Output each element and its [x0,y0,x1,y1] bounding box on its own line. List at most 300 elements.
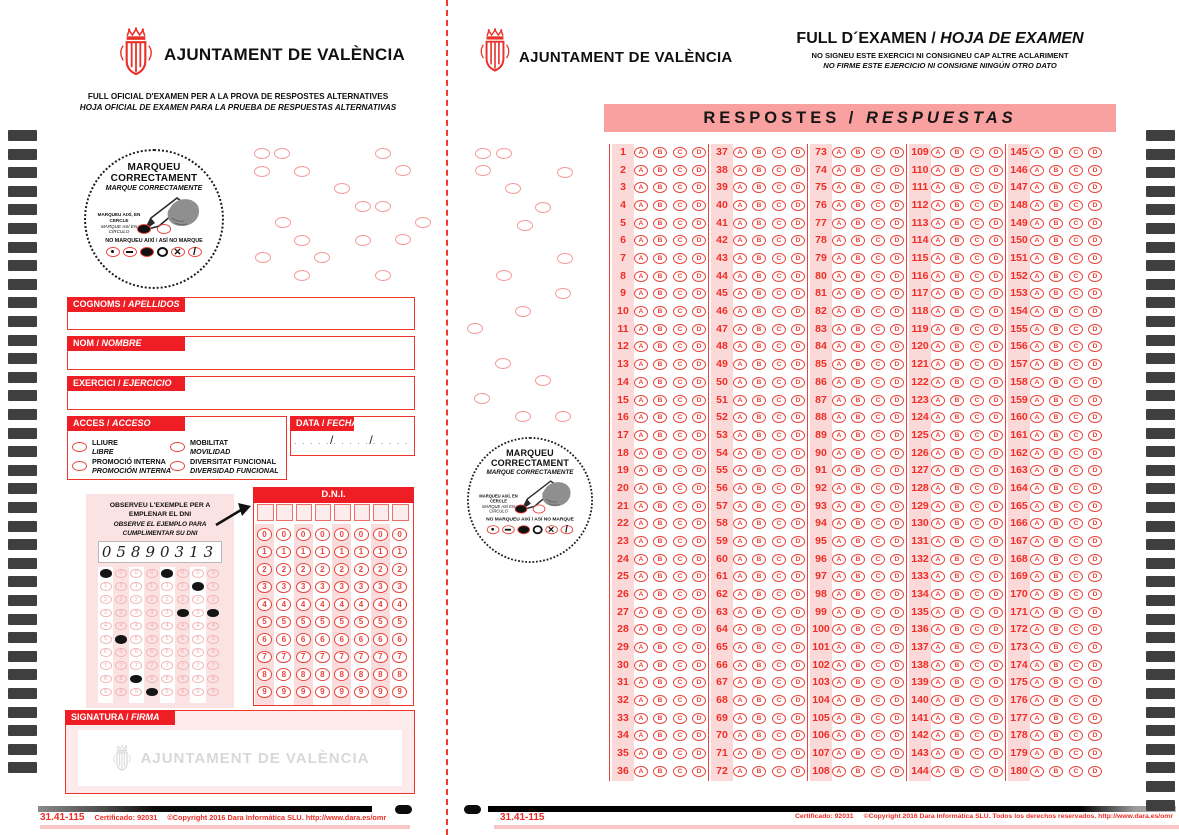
answer-bubble-157-C[interactable]: C [1069,359,1083,370]
answer-bubble-104-D[interactable]: D [890,695,904,706]
answer-bubble-51-A[interactable]: A [733,395,747,406]
dni-bubble-col2-digit0[interactable]: 0 [296,528,311,541]
answer-bubble-111-A[interactable]: A [931,182,945,193]
answer-bubble-130-A[interactable]: A [931,518,945,529]
answer-bubble-81-C[interactable]: C [871,288,885,299]
dni-bubble-col4-digit0[interactable]: 0 [334,528,349,541]
answer-bubble-83-A[interactable]: A [832,324,846,335]
answer-bubble-64-A[interactable]: A [733,624,747,635]
answer-bubble-69-A[interactable]: A [733,713,747,724]
dni-bubble-col4-digit4[interactable]: 4 [334,598,349,611]
answer-bubble-160-C[interactable]: C [1069,412,1083,423]
answer-bubble-155-C[interactable]: C [1069,324,1083,335]
answer-bubble-98-C[interactable]: C [871,589,885,600]
answer-bubble-129-C[interactable]: C [970,501,984,512]
answer-bubble-101-C[interactable]: C [871,642,885,653]
answer-bubble-63-D[interactable]: D [791,607,805,618]
answer-bubble-123-D[interactable]: D [989,395,1003,406]
answer-bubble-38-A[interactable]: A [733,165,747,176]
answer-bubble-99-B[interactable]: B [851,607,865,618]
answer-bubble-3-D[interactable]: D [692,182,706,193]
answer-bubble-85-C[interactable]: C [871,359,885,370]
answer-bubble-80-C[interactable]: C [871,271,885,282]
answer-bubble-100-B[interactable]: B [851,624,865,635]
answer-bubble-163-A[interactable]: A [1030,465,1044,476]
answer-bubble-124-C[interactable]: C [970,412,984,423]
answer-bubble-140-B[interactable]: B [950,695,964,706]
answer-bubble-117-C[interactable]: C [970,288,984,299]
answer-bubble-116-D[interactable]: D [989,271,1003,282]
answer-bubble-154-A[interactable]: A [1030,306,1044,317]
answer-bubble-8-D[interactable]: D [692,271,706,282]
answer-bubble-134-B[interactable]: B [950,589,964,600]
dni-bubble-col5-digit4[interactable]: 4 [354,598,369,611]
answer-bubble-64-B[interactable]: B [752,624,766,635]
answer-bubble-130-C[interactable]: C [970,518,984,529]
answer-bubble-37-A[interactable]: A [733,147,747,158]
answer-bubble-135-D[interactable]: D [989,607,1003,618]
answer-bubble-75-B[interactable]: B [851,182,865,193]
answer-bubble-4-C[interactable]: C [673,200,687,211]
answer-bubble-93-C[interactable]: C [871,501,885,512]
answer-bubble-85-D[interactable]: D [890,359,904,370]
answer-bubble-167-B[interactable]: B [1049,536,1063,547]
answer-bubble-176-D[interactable]: D [1088,695,1102,706]
answer-bubble-55-D[interactable]: D [791,465,805,476]
answer-bubble-164-B[interactable]: B [1049,483,1063,494]
answer-bubble-9-B[interactable]: B [653,288,667,299]
answer-bubble-76-D[interactable]: D [890,200,904,211]
answer-bubble-23-D[interactable]: D [692,536,706,547]
answer-bubble-76-A[interactable]: A [832,200,846,211]
answer-bubble-2-A[interactable]: A [634,165,648,176]
answer-bubble-71-C[interactable]: C [772,748,786,759]
dni-bubble-col6-digit6[interactable]: 6 [373,633,388,646]
answer-bubble-41-A[interactable]: A [733,218,747,229]
answer-bubble-21-A[interactable]: A [634,501,648,512]
dni-write-cell-0[interactable] [257,504,274,521]
answer-bubble-118-C[interactable]: C [970,306,984,317]
answer-bubble-128-D[interactable]: D [989,483,1003,494]
answer-bubble-158-B[interactable]: B [1049,377,1063,388]
answer-bubble-115-A[interactable]: A [931,253,945,264]
answer-bubble-79-C[interactable]: C [871,253,885,264]
dni-bubble-col4-digit5[interactable]: 5 [334,616,349,629]
answer-bubble-44-B[interactable]: B [752,271,766,282]
answer-bubble-151-C[interactable]: C [1069,253,1083,264]
answer-bubble-43-B[interactable]: B [752,253,766,264]
answer-bubble-138-A[interactable]: A [931,660,945,671]
answer-bubble-95-A[interactable]: A [832,536,846,547]
answer-bubble-92-C[interactable]: C [871,483,885,494]
answer-bubble-132-A[interactable]: A [931,554,945,565]
answer-bubble-15-C[interactable]: C [673,395,687,406]
answer-bubble-172-C[interactable]: C [1069,624,1083,635]
answer-bubble-133-D[interactable]: D [989,571,1003,582]
answer-bubble-84-C[interactable]: C [871,341,885,352]
answer-bubble-131-C[interactable]: C [970,536,984,547]
answer-bubble-150-B[interactable]: B [1049,235,1063,246]
answer-bubble-69-B[interactable]: B [752,713,766,724]
answer-bubble-33-C[interactable]: C [673,713,687,724]
dni-bubble-col3-digit0[interactable]: 0 [315,528,330,541]
answer-bubble-21-C[interactable]: C [673,501,687,512]
answer-bubble-18-A[interactable]: A [634,448,648,459]
answer-bubble-115-D[interactable]: D [989,253,1003,264]
answer-bubble-170-C[interactable]: C [1069,589,1083,600]
answer-bubble-136-D[interactable]: D [989,624,1003,635]
answer-bubble-44-C[interactable]: C [772,271,786,282]
answer-bubble-129-D[interactable]: D [989,501,1003,512]
answer-bubble-162-D[interactable]: D [1088,448,1102,459]
answer-bubble-4-A[interactable]: A [634,200,648,211]
answer-bubble-67-C[interactable]: C [772,677,786,688]
answer-bubble-153-C[interactable]: C [1069,288,1083,299]
dni-write-cell-5[interactable] [354,504,371,521]
answer-bubble-81-D[interactable]: D [890,288,904,299]
answer-bubble-165-D[interactable]: D [1088,501,1102,512]
answer-bubble-53-A[interactable]: A [733,430,747,441]
answer-bubble-34-C[interactable]: C [673,730,687,741]
dni-bubble-col2-digit9[interactable]: 9 [296,686,311,699]
dni-bubble-col3-digit7[interactable]: 7 [315,651,330,664]
answer-bubble-6-B[interactable]: B [653,235,667,246]
answer-bubble-66-B[interactable]: B [752,660,766,671]
answer-bubble-143-C[interactable]: C [970,748,984,759]
answer-bubble-169-A[interactable]: A [1030,571,1044,582]
dni-bubble-col2-digit1[interactable]: 1 [296,546,311,559]
answer-bubble-101-D[interactable]: D [890,642,904,653]
answer-bubble-63-C[interactable]: C [772,607,786,618]
answer-bubble-166-D[interactable]: D [1088,518,1102,529]
answer-bubble-40-A[interactable]: A [733,200,747,211]
answer-bubble-106-A[interactable]: A [832,730,846,741]
answer-bubble-42-D[interactable]: D [791,235,805,246]
answer-bubble-97-D[interactable]: D [890,571,904,582]
answer-bubble-117-A[interactable]: A [931,288,945,299]
dni-bubble-col2-digit5[interactable]: 5 [296,616,311,629]
answer-bubble-176-C[interactable]: C [1069,695,1083,706]
answer-bubble-146-C[interactable]: C [1069,165,1083,176]
answer-bubble-60-B[interactable]: B [752,554,766,565]
answer-bubble-49-B[interactable]: B [752,359,766,370]
answer-bubble-180-D[interactable]: D [1088,766,1102,777]
answer-bubble-129-A[interactable]: A [931,501,945,512]
answer-bubble-123-B[interactable]: B [950,395,964,406]
answer-bubble-1-D[interactable]: D [692,147,706,158]
answer-bubble-48-C[interactable]: C [772,341,786,352]
answer-bubble-15-B[interactable]: B [653,395,667,406]
answer-bubble-146-D[interactable]: D [1088,165,1102,176]
answer-bubble-122-D[interactable]: D [989,377,1003,388]
answer-bubble-79-A[interactable]: A [832,253,846,264]
answer-bubble-160-B[interactable]: B [1049,412,1063,423]
answer-bubble-83-B[interactable]: B [851,324,865,335]
answer-bubble-112-B[interactable]: B [950,200,964,211]
dni-bubble-col6-digit4[interactable]: 4 [373,598,388,611]
answer-bubble-158-C[interactable]: C [1069,377,1083,388]
dni-bubble-col0-digit7[interactable]: 7 [257,651,272,664]
answer-bubble-127-D[interactable]: D [989,465,1003,476]
answer-bubble-97-C[interactable]: C [871,571,885,582]
answer-bubble-170-B[interactable]: B [1049,589,1063,600]
answer-bubble-29-B[interactable]: B [653,642,667,653]
answer-bubble-150-A[interactable]: A [1030,235,1044,246]
answer-bubble-12-D[interactable]: D [692,341,706,352]
answer-bubble-104-B[interactable]: B [851,695,865,706]
answer-bubble-114-B[interactable]: B [950,235,964,246]
dni-bubble-col1-digit3[interactable]: 3 [276,581,291,594]
answer-bubble-78-A[interactable]: A [832,235,846,246]
answer-bubble-80-D[interactable]: D [890,271,904,282]
answer-bubble-153-D[interactable]: D [1088,288,1102,299]
answer-bubble-126-A[interactable]: A [931,448,945,459]
answer-bubble-12-A[interactable]: A [634,341,648,352]
answer-bubble-120-B[interactable]: B [950,341,964,352]
answer-bubble-158-D[interactable]: D [1088,377,1102,388]
answer-bubble-29-A[interactable]: A [634,642,648,653]
answer-bubble-106-C[interactable]: C [871,730,885,741]
answer-bubble-56-B[interactable]: B [752,483,766,494]
answer-bubble-167-D[interactable]: D [1088,536,1102,547]
answer-bubble-113-C[interactable]: C [970,218,984,229]
answer-bubble-98-D[interactable]: D [890,589,904,600]
answer-bubble-7-D[interactable]: D [692,253,706,264]
answer-bubble-107-A[interactable]: A [832,748,846,759]
answer-bubble-33-A[interactable]: A [634,713,648,724]
answer-bubble-56-D[interactable]: D [791,483,805,494]
answer-bubble-155-B[interactable]: B [1049,324,1063,335]
answer-bubble-69-C[interactable]: C [772,713,786,724]
answer-bubble-139-D[interactable]: D [989,677,1003,688]
answer-bubble-64-D[interactable]: D [791,624,805,635]
answer-bubble-123-C[interactable]: C [970,395,984,406]
answer-bubble-120-D[interactable]: D [989,341,1003,352]
answer-bubble-61-B[interactable]: B [752,571,766,582]
answer-bubble-23-C[interactable]: C [673,536,687,547]
answer-bubble-147-D[interactable]: D [1088,182,1102,193]
answer-bubble-146-A[interactable]: A [1030,165,1044,176]
answer-bubble-152-B[interactable]: B [1049,271,1063,282]
answer-bubble-20-D[interactable]: D [692,483,706,494]
answer-bubble-127-A[interactable]: A [931,465,945,476]
answer-bubble-165-B[interactable]: B [1049,501,1063,512]
answer-bubble-62-D[interactable]: D [791,589,805,600]
dni-bubble-col0-digit0[interactable]: 0 [257,528,272,541]
answer-bubble-73-C[interactable]: C [871,147,885,158]
dni-bubble-col5-digit7[interactable]: 7 [354,651,369,664]
answer-bubble-17-D[interactable]: D [692,430,706,441]
answer-bubble-39-A[interactable]: A [733,182,747,193]
answer-bubble-150-C[interactable]: C [1069,235,1083,246]
answer-bubble-140-A[interactable]: A [931,695,945,706]
answer-bubble-157-A[interactable]: A [1030,359,1044,370]
answer-bubble-83-D[interactable]: D [890,324,904,335]
answer-bubble-4-B[interactable]: B [653,200,667,211]
answer-bubble-135-A[interactable]: A [931,607,945,618]
answer-bubble-152-D[interactable]: D [1088,271,1102,282]
answer-bubble-93-A[interactable]: A [832,501,846,512]
answer-bubble-25-D[interactable]: D [692,571,706,582]
answer-bubble-174-A[interactable]: A [1030,660,1044,671]
dni-bubble-col2-digit2[interactable]: 2 [296,563,311,576]
answer-bubble-92-A[interactable]: A [832,483,846,494]
answer-bubble-139-B[interactable]: B [950,677,964,688]
dni-bubble-col0-digit6[interactable]: 6 [257,633,272,646]
answer-bubble-20-C[interactable]: C [673,483,687,494]
answer-bubble-86-C[interactable]: C [871,377,885,388]
answer-bubble-106-B[interactable]: B [851,730,865,741]
answer-bubble-26-D[interactable]: D [692,589,706,600]
answer-bubble-160-D[interactable]: D [1088,412,1102,423]
answer-bubble-27-A[interactable]: A [634,607,648,618]
answer-bubble-89-B[interactable]: B [851,430,865,441]
answer-bubble-142-D[interactable]: D [989,730,1003,741]
dni-write-cell-1[interactable] [276,504,293,521]
answer-bubble-59-D[interactable]: D [791,536,805,547]
answer-bubble-80-A[interactable]: A [832,271,846,282]
answer-bubble-103-C[interactable]: C [871,677,885,688]
answer-bubble-100-D[interactable]: D [890,624,904,635]
answer-bubble-32-C[interactable]: C [673,695,687,706]
answer-bubble-35-B[interactable]: B [653,748,667,759]
answer-bubble-67-D[interactable]: D [791,677,805,688]
answer-bubble-74-B[interactable]: B [851,165,865,176]
answer-bubble-159-B[interactable]: B [1049,395,1063,406]
dni-bubble-col6-digit7[interactable]: 7 [373,651,388,664]
answer-bubble-118-B[interactable]: B [950,306,964,317]
answer-bubble-143-B[interactable]: B [950,748,964,759]
answer-bubble-113-B[interactable]: B [950,218,964,229]
answer-bubble-107-C[interactable]: C [871,748,885,759]
answer-bubble-100-C[interactable]: C [871,624,885,635]
answer-bubble-155-D[interactable]: D [1088,324,1102,335]
answer-bubble-126-C[interactable]: C [970,448,984,459]
answer-bubble-56-A[interactable]: A [733,483,747,494]
answer-bubble-27-D[interactable]: D [692,607,706,618]
answer-bubble-17-A[interactable]: A [634,430,648,441]
answer-bubble-87-C[interactable]: C [871,395,885,406]
answer-bubble-28-D[interactable]: D [692,624,706,635]
answer-bubble-14-D[interactable]: D [692,377,706,388]
answer-bubble-66-A[interactable]: A [733,660,747,671]
answer-bubble-21-B[interactable]: B [653,501,667,512]
answer-bubble-122-C[interactable]: C [970,377,984,388]
answer-bubble-13-A[interactable]: A [634,359,648,370]
answer-bubble-65-C[interactable]: C [772,642,786,653]
answer-bubble-73-D[interactable]: D [890,147,904,158]
answer-bubble-103-D[interactable]: D [890,677,904,688]
answer-bubble-179-B[interactable]: B [1049,748,1063,759]
answer-bubble-122-A[interactable]: A [931,377,945,388]
answer-bubble-120-C[interactable]: C [970,341,984,352]
answer-bubble-145-B[interactable]: B [1049,147,1063,158]
answer-bubble-108-C[interactable]: C [871,766,885,777]
dni-bubble-col3-digit4[interactable]: 4 [315,598,330,611]
dni-bubble-col1-digit0[interactable]: 0 [276,528,291,541]
answer-bubble-124-B[interactable]: B [950,412,964,423]
answer-bubble-179-A[interactable]: A [1030,748,1044,759]
answer-bubble-112-D[interactable]: D [989,200,1003,211]
answer-bubble-156-A[interactable]: A [1030,341,1044,352]
answer-bubble-36-D[interactable]: D [692,766,706,777]
answer-bubble-57-A[interactable]: A [733,501,747,512]
answer-bubble-90-C[interactable]: C [871,448,885,459]
answer-bubble-109-B[interactable]: B [950,147,964,158]
answer-bubble-6-C[interactable]: C [673,235,687,246]
answer-bubble-136-C[interactable]: C [970,624,984,635]
answer-bubble-149-A[interactable]: A [1030,218,1044,229]
answer-bubble-113-D[interactable]: D [989,218,1003,229]
answer-bubble-87-B[interactable]: B [851,395,865,406]
answer-bubble-177-A[interactable]: A [1030,713,1044,724]
answer-bubble-171-C[interactable]: C [1069,607,1083,618]
answer-bubble-46-D[interactable]: D [791,306,805,317]
answer-bubble-96-D[interactable]: D [890,554,904,565]
answer-bubble-22-B[interactable]: B [653,518,667,529]
dni-bubble-col2-digit6[interactable]: 6 [296,633,311,646]
answer-bubble-176-B[interactable]: B [1049,695,1063,706]
answer-bubble-11-B[interactable]: B [653,324,667,335]
answer-bubble-67-A[interactable]: A [733,677,747,688]
answer-bubble-135-B[interactable]: B [950,607,964,618]
answer-bubble-54-C[interactable]: C [772,448,786,459]
answer-bubble-86-A[interactable]: A [832,377,846,388]
answer-bubble-110-B[interactable]: B [950,165,964,176]
answer-bubble-40-B[interactable]: B [752,200,766,211]
answer-bubble-136-A[interactable]: A [931,624,945,635]
answer-bubble-12-B[interactable]: B [653,341,667,352]
answer-bubble-107-B[interactable]: B [851,748,865,759]
answer-bubble-154-C[interactable]: C [1069,306,1083,317]
answer-bubble-151-B[interactable]: B [1049,253,1063,264]
answer-bubble-19-C[interactable]: C [673,465,687,476]
dni-bubble-col7-digit3[interactable]: 3 [392,581,407,594]
answer-bubble-165-C[interactable]: C [1069,501,1083,512]
answer-bubble-12-C[interactable]: C [673,341,687,352]
answer-bubble-72-B[interactable]: B [752,766,766,777]
answer-bubble-34-A[interactable]: A [634,730,648,741]
answer-bubble-134-D[interactable]: D [989,589,1003,600]
answer-bubble-36-A[interactable]: A [634,766,648,777]
answer-bubble-130-B[interactable]: B [950,518,964,529]
dni-bubble-col1-digit9[interactable]: 9 [276,686,291,699]
answer-bubble-142-C[interactable]: C [970,730,984,741]
answer-bubble-5-B[interactable]: B [653,218,667,229]
answer-bubble-109-A[interactable]: A [931,147,945,158]
answer-bubble-59-A[interactable]: A [733,536,747,547]
answer-bubble-105-B[interactable]: B [851,713,865,724]
answer-bubble-37-C[interactable]: C [772,147,786,158]
answer-bubble-42-C[interactable]: C [772,235,786,246]
answer-bubble-121-A[interactable]: A [931,359,945,370]
dni-bubble-col7-digit9[interactable]: 9 [392,686,407,699]
answer-bubble-178-C[interactable]: C [1069,730,1083,741]
answer-bubble-111-D[interactable]: D [989,182,1003,193]
answer-bubble-50-C[interactable]: C [772,377,786,388]
answer-bubble-57-B[interactable]: B [752,501,766,512]
dni-bubble-col3-digit2[interactable]: 2 [315,563,330,576]
answer-bubble-63-A[interactable]: A [733,607,747,618]
answer-bubble-171-A[interactable]: A [1030,607,1044,618]
answer-bubble-172-B[interactable]: B [1049,624,1063,635]
answer-bubble-113-A[interactable]: A [931,218,945,229]
answer-bubble-39-B[interactable]: B [752,182,766,193]
access-option-mobilitat-bubble[interactable] [170,442,185,452]
answer-bubble-45-B[interactable]: B [752,288,766,299]
answer-bubble-36-B[interactable]: B [653,766,667,777]
answer-bubble-168-B[interactable]: B [1049,554,1063,565]
